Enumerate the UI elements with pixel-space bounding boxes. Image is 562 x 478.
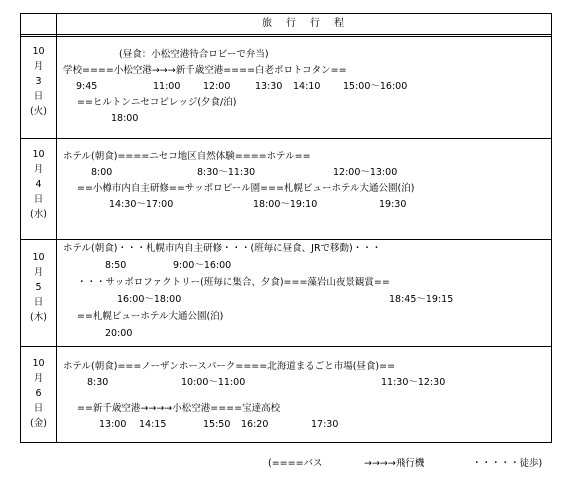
itinerary-line: (昼食：小松空港待合ロビーで弁当) <box>119 49 269 60</box>
time-label: 11:30～12:30 <box>381 377 446 388</box>
time-label: 13:00 <box>99 419 127 430</box>
time-label: 12:00～13:00 <box>333 167 398 178</box>
legend-bus: (====バス <box>268 458 323 469</box>
time-label: 13:30 <box>255 81 283 92</box>
date-cell-day2: 10 月 4 日 (水) <box>30 149 47 220</box>
itinerary-line: ホテル(朝食)===ノーザンホースパーク====北海道まるごと市場(昼食)== <box>63 361 396 372</box>
time-label: 9:45 <box>76 81 98 92</box>
date-cell-day1: 10 月 3 日 (火) <box>30 46 47 117</box>
time-label: 18:00 <box>111 113 139 124</box>
time-label: 14:10 <box>293 81 321 92</box>
time-label: 15:50 <box>203 419 231 430</box>
row-divider <box>21 138 551 139</box>
itinerary-line: ==小樽市内自主研修==サッポロビール園===札幌ビューホテル大通公園(泊) <box>77 183 415 194</box>
time-label: 20:00 <box>105 328 133 339</box>
table-header: 旅 行 行 程 <box>262 18 346 29</box>
time-label: 18:45～19:15 <box>389 294 454 305</box>
row-divider <box>21 239 551 240</box>
itinerary-line: 学校====小松空港→→→新千歳空港====白老ポロトコタン== <box>63 65 347 76</box>
itinerary-line: ==札幌ビューホテル大通公園(泊) <box>77 311 224 322</box>
itinerary-line: ホテル(朝食)====ニセコ地区自然体験====ホテル== <box>63 151 311 162</box>
time-label: 12:00 <box>203 81 231 92</box>
time-label: 15:00～16:00 <box>343 81 408 92</box>
time-label: 10:00～11:00 <box>181 377 246 388</box>
itinerary-line: ホテル(朝食)・・・札幌市内自主研修・・・(班毎に昼食、JRで移動)・・・ <box>63 243 382 254</box>
time-label: 8:30 <box>87 377 109 388</box>
time-label: 9:00～16:00 <box>173 260 232 271</box>
row-divider <box>21 346 551 347</box>
itinerary-table <box>20 13 552 443</box>
time-label: 14:15 <box>139 419 167 430</box>
date-cell-day4: 10 月 6 日 (金) <box>30 358 47 429</box>
itinerary-line: ・・・サッポロファクトリー(班毎に集合、夕食)===藻岩山夜景観賞== <box>77 277 390 288</box>
itinerary-line: ==新千歳空港→→→→小松空港====宝達高校 <box>77 403 281 414</box>
time-label: 16:00～18:00 <box>117 294 182 305</box>
header-divider <box>21 34 551 37</box>
date-column-divider <box>56 14 57 442</box>
time-label: 18:00～19:10 <box>253 199 318 210</box>
time-label: 16:20 <box>241 419 269 430</box>
time-label: 8:00 <box>91 167 113 178</box>
time-label: 19:30 <box>379 199 407 210</box>
time-label: 14:30～17:00 <box>109 199 174 210</box>
legend-plane: →→→→飛行機 <box>364 458 425 469</box>
time-label: 11:00 <box>153 81 181 92</box>
date-cell-day3: 10 月 5 日 (木) <box>30 252 47 323</box>
itinerary-line: ==ヒルトンニセコビレッジ(夕食/泊) <box>77 97 237 108</box>
time-label: 8:30～11:30 <box>197 167 256 178</box>
time-label: 17:30 <box>311 419 339 430</box>
legend-walk: ・・・・・徒歩) <box>472 458 543 469</box>
time-label: 8:50 <box>105 260 127 271</box>
